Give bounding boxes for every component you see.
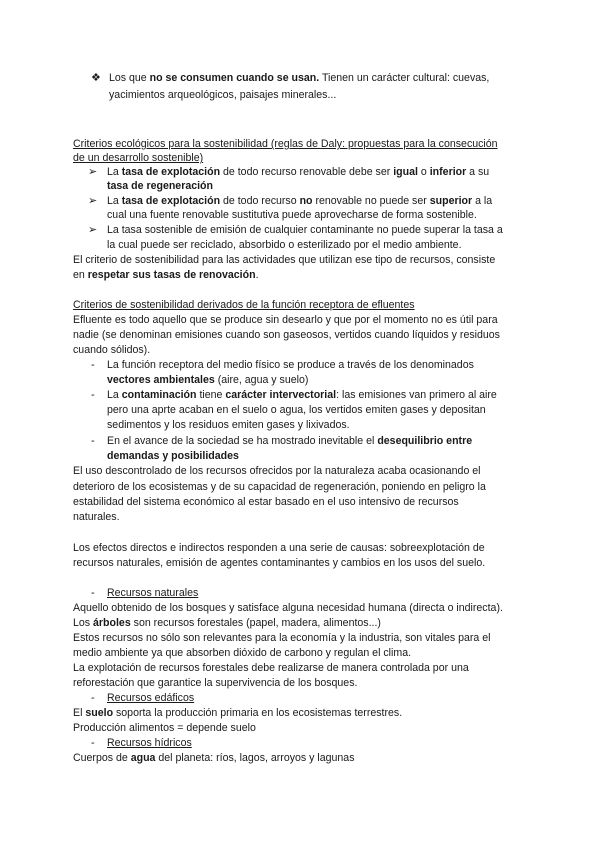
efluentes-item-1-line-2: vectores ambientales (aire, agua y suelo) [107, 374, 309, 386]
efluentes-item-1: La función receptora del medio físico se produce a través de los denominados [107, 359, 474, 371]
efluentes-item-2: La contaminación tiene carácter intervectorial: las emisiones van primero al aire [107, 389, 497, 401]
naturales-line-5: La explotación de recursos forestales debe realizarse de manera controlada por una [73, 662, 469, 674]
daly-criterion-line-2: en respetar sus tasas de renovación. [73, 269, 259, 281]
efluentes-para-line-2: nadie (se denominan emisiones cuando son gaseosos, vertidos cuando líquidos y residuos [73, 329, 500, 341]
dash-bullet-icon: - [91, 692, 95, 704]
daly-rule-2: La tasa de explotación de todo recurso no renovable no puede ser superior a la [107, 195, 493, 207]
recursos-hidricos-heading: Recursos hídricos [107, 737, 192, 749]
daly-heading-line-2: de un desarrollo sostenible) [73, 152, 204, 164]
dash-bullet-icon: - [91, 389, 95, 401]
naturales-line-6: reforestación que garantice la supervivencia de los bosques. [73, 677, 358, 689]
diamond-bullet-icon: ❖ [91, 72, 101, 84]
arrow-bullet-icon: ➢ [88, 224, 98, 236]
daly-heading-line-1: Criterios ecológicos para la sostenibilidad (reglas de Daly: propuestas para la consecución [73, 138, 498, 150]
intro-line-2: yacimientos arqueológicos, paisajes minerales... [109, 89, 337, 101]
edaficos-line-2: Producción alimentos = depende suelo [73, 722, 256, 734]
efluentes-item-3: En el avance de la sociedad se ha mostrado inevitable el desequilibrio entre [107, 435, 473, 447]
efectos-line-2: recursos naturales, emisión de agentes contaminantes y cambios en los usos del suelo. [73, 557, 486, 569]
naturales-line-1: Aquello obtenido de los bosques y satisface alguna necesidad humana (directa o indirecta). [73, 602, 503, 614]
arrow-bullet-icon: ➢ [88, 166, 98, 178]
efluentes-item-2-line-3: sedimentos y los residuos emiten gases y lixivados. [107, 419, 350, 431]
uso-line-3: estabilidad del sistema económico al estar basado en el uso intensivo de recursos [73, 496, 459, 508]
recursos-edaficos-heading: Recursos edáficos [107, 692, 195, 704]
dash-bullet-icon: - [91, 737, 95, 749]
daly-rule-1-line-2: tasa de regeneración [107, 180, 213, 192]
daly-criterion-line-1: El criterio de sostenibilidad para las actividades que utilizan ese tipo de recursos, consiste [73, 254, 496, 266]
naturales-line-4: medio ambiente ya que absorben dióxido de carbono y regulan el clima. [73, 647, 412, 659]
edaficos-line-1: El suelo soporta la producción primaria en los ecosistemas terrestres. [73, 707, 403, 719]
efluentes-heading: Criterios de sostenibilidad derivados de la función receptora de efluentes [73, 299, 415, 311]
dash-bullet-icon: - [91, 587, 95, 599]
intro-line-1: Los que no se consumen cuando se usan. Tienen un carácter cultural: cuevas, [109, 72, 490, 84]
naturales-line-2: Los árboles son recursos forestales (papel, madera, alimentos...) [73, 617, 381, 629]
efluentes-para-line-3: cuando sólidos). [73, 344, 151, 356]
recursos-naturales-heading: Recursos naturales [107, 587, 199, 599]
uso-line-2: deterioro de los ecosistemas y de su capacidad de regeneración, poniendo en peligro la [73, 481, 486, 493]
efectos-line-1: Los efectos directos e indirectos responden a una serie de causas: sobreexplotación de [73, 542, 485, 554]
uso-line-4: naturales. [73, 511, 120, 523]
efluentes-para-line-1: Efluente es todo aquello que se produce sin desearlo y que por el momento no es útil para [73, 314, 498, 326]
arrow-bullet-icon: ➢ [88, 195, 98, 207]
daly-rule-3-line-2: la cual puede ser reciclado, absorbido o esterilizado por el medio ambiente. [107, 239, 462, 251]
daly-rule-1: La tasa de explotación de todo recurso renovable debe ser igual o inferior a su [107, 166, 490, 178]
naturales-line-3: Estos recursos no sólo son relevantes para la economía y la industria, son vitales para el [73, 632, 491, 644]
daly-rule-2-line-2: cual una fuente renovable sustitutiva puede aprovecharse de forma sostenible. [107, 209, 477, 221]
efluentes-item-2-line-2: pero una aprte acaban en el suelo o agua, los vertidos emiten gases y depositan [107, 404, 486, 416]
daly-rule-3: La tasa sostenible de emisión de cualquier contaminante no puede superar la tasa a [107, 224, 503, 236]
efluentes-item-3-line-2: demandas y posibilidades [107, 450, 239, 462]
hidricos-line-1: Cuerpos de agua del planeta: ríos, lagos, arroyos y lagunas [73, 752, 355, 764]
uso-line-1: El uso descontrolado de los recursos ofrecidos por la naturaleza acaba ocasionando el [73, 465, 481, 477]
dash-bullet-icon: - [91, 435, 95, 447]
dash-bullet-icon: - [91, 359, 95, 371]
